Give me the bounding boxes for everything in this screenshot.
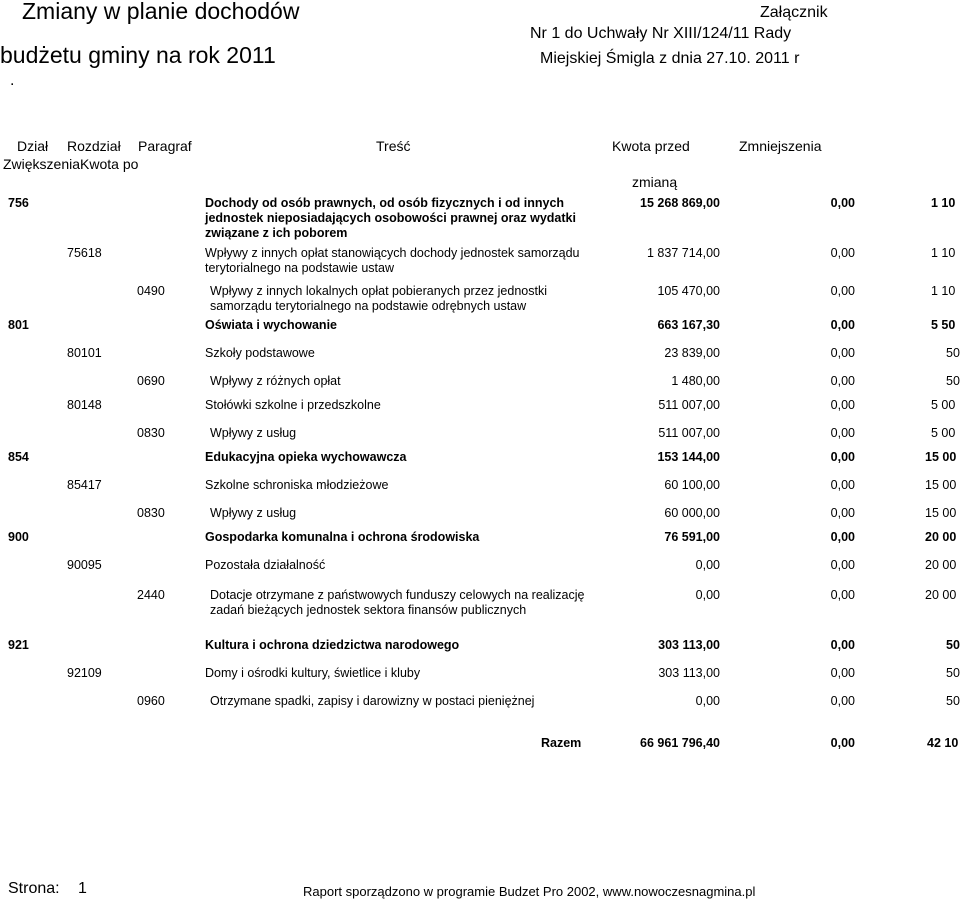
row-paragraf: 2440 [137,588,165,602]
row-zmniejszenia: 0,00 [830,346,855,360]
row-zmniejszenia: 0,00 [830,196,855,210]
report-title-line1: Zmiany w planie dochodów [22,0,300,24]
row-tresc: Wpływy z różnych opłat [210,374,341,388]
row-paragraf: 0960 [137,694,165,708]
row-tresc: Dotacje otrzymane z państwowych funduszy celowych na realizację zadań bieżących jednostek sektora finansów publicznych [210,588,585,617]
title-dot: . [10,72,15,89]
row-zwiekszenia: 50 [946,346,960,360]
row-tresc: Kultura i ochrona dziedzictwa narodowego [205,638,460,652]
row-kwota-przed: 23 839,00 [664,346,720,360]
row-zwiekszenia: 20 00 [925,530,957,544]
annex-council-date: Miejskiej Śmigla z dnia 27.10. 2011 r [540,50,800,67]
row-zwiekszenia: 50 [946,638,960,652]
total-kwota-przed: 66 961 796,40 [640,736,720,750]
row-zwiekszenia: 5 00 [931,426,956,440]
row-kwota-przed: 0,00 [695,558,720,572]
row-dzial: 921 [8,638,29,652]
row-kwota-przed: 663 167,30 [657,318,720,332]
row-zwiekszenia: 1 10 [931,196,956,210]
col-header-rozdzial: Rozdział [67,138,121,154]
row-zwiekszenia: 1 10 [931,246,956,260]
col-header-tresc: Treść [376,138,411,154]
col-header-kwota-przed: Kwota przed [612,138,690,154]
row-zwiekszenia: 5 50 [931,318,956,332]
row-zwiekszenia: 15 00 [925,506,957,520]
col-header-dzial: Dział [17,138,49,154]
row-zwiekszenia: 50 [946,666,960,680]
row-zmniejszenia: 0,00 [830,450,855,464]
row-tresc: Stołówki szkolne i przedszkolne [205,398,381,412]
row-kwota-przed: 1 480,00 [671,374,720,388]
row-zmniejszenia: 0,00 [830,694,855,708]
row-zmniejszenia: 0,00 [830,374,855,388]
row-dzial: 801 [8,318,29,332]
total-zwiekszenia: 42 10 [927,736,959,750]
row-tresc: Dochody od osób prawnych, od osób fizycznych i od innych jednostek nieposiadających osobowości prawnej oraz wydatki związane z ich poborem [205,196,576,240]
row-zmniejszenia: 0,00 [830,246,855,260]
row-tresc: Pozostała działalność [205,558,326,572]
row-zmniejszenia: 0,00 [830,666,855,680]
row-zmniejszenia: 0,00 [830,478,855,492]
col-header-kwota-przed-line2: zmianą [632,174,678,190]
row-tresc: Wpływy z innych opłat stanowiących dochody jednostek samorządu terytorialnego na podstawie ustaw [205,246,580,275]
col-header-zwiekszenia-kwota-po: ZwiększeniaKwota po [3,156,139,172]
row-paragraf: 0690 [137,374,165,388]
row-tresc: Domy i ośrodki kultury, świetlice i kluby [205,666,421,680]
row-zmniejszenia: 0,00 [830,426,855,440]
row-kwota-przed: 153 144,00 [657,450,720,464]
row-paragraf: 0490 [137,284,165,298]
row-zwiekszenia: 20 00 [925,588,957,602]
row-tresc: Szkoły podstawowe [205,346,315,360]
row-kwota-przed: 511 007,00 [658,398,720,412]
row-kwota-przed: 60 100,00 [664,478,720,492]
row-tresc: Edukacyjna opieka wychowawcza [205,450,407,464]
row-tresc: Wpływy z usług [210,506,297,520]
row-rozdzial: 90095 [67,558,102,572]
col-header-paragraf: Paragraf [138,138,192,154]
row-kwota-przed: 15 268 869,00 [640,196,720,210]
row-zwiekszenia: 15 00 [925,478,957,492]
page-number: 1 [78,880,87,897]
row-zmniejszenia: 0,00 [830,318,855,332]
row-kwota-przed: 0,00 [695,694,720,708]
row-paragraf: 0830 [137,506,165,520]
row-dzial: 756 [8,196,29,210]
row-kwota-przed: 511 007,00 [658,426,720,440]
row-zwiekszenia: 5 00 [931,398,956,412]
annex-resolution: Nr 1 do Uchwały Nr XIII/124/11 Rady [530,25,792,42]
row-zmniejszenia: 0,00 [830,506,855,520]
annex-label: Załącznik [760,4,828,21]
row-kwota-przed: 1 837 714,00 [647,246,720,260]
row-tresc: Wpływy z usług [210,426,297,440]
row-kwota-przed: 303 113,00 [658,638,720,652]
row-kwota-przed: 303 113,00 [658,666,720,680]
row-zmniejszenia: 0,00 [830,530,855,544]
row-zmniejszenia: 0,00 [830,558,855,572]
row-paragraf: 0830 [137,426,165,440]
row-tresc: Wpływy z innych lokalnych opłat pobieranych przez jednostki samorządu terytorialnego na podstawie odrębnych ustaw [210,284,547,313]
report-note: Raport sporządzono w programie Budzet Pro 2002, www.nowoczesnagmina.pl [303,884,756,899]
row-tresc: Oświata i wychowanie [205,318,337,332]
row-zwiekszenia: 50 [946,374,960,388]
row-kwota-przed: 105 470,00 [657,284,720,298]
row-zmniejszenia: 0,00 [830,284,855,298]
row-zwiekszenia: 15 00 [925,450,957,464]
row-zmniejszenia: 0,00 [830,398,855,412]
page-label: Strona: [8,880,60,897]
row-kwota-przed: 60 000,00 [664,506,720,520]
row-dzial: 854 [8,450,29,464]
row-rozdzial: 92109 [67,666,102,680]
row-kwota-przed: 76 591,00 [664,530,720,544]
row-rozdzial: 80148 [67,398,102,412]
row-zmniejszenia: 0,00 [830,638,855,652]
total-zmniejszenia: 0,00 [830,736,855,750]
row-tresc: Gospodarka komunalna i ochrona środowiska [205,530,480,544]
row-kwota-przed: 0,00 [695,588,720,602]
col-header-zmniejszenia: Zmniejszenia [739,138,822,154]
row-zwiekszenia: 1 10 [931,284,956,298]
row-rozdzial: 80101 [67,346,102,360]
row-zwiekszenia: 50 [946,694,960,708]
row-rozdzial: 85417 [67,478,102,492]
row-tresc: Szkolne schroniska młodzieżowe [205,478,389,492]
row-tresc: Otrzymane spadki, zapisy i darowizny w postaci pieniężnej [210,694,535,708]
row-rozdzial: 75618 [67,246,102,260]
row-dzial: 900 [8,530,29,544]
total-label: Razem [541,736,582,750]
row-zmniejszenia: 0,00 [830,588,855,602]
report-title-line2: budżetu gminy na rok 2011 [0,42,276,68]
row-zwiekszenia: 20 00 [925,558,957,572]
